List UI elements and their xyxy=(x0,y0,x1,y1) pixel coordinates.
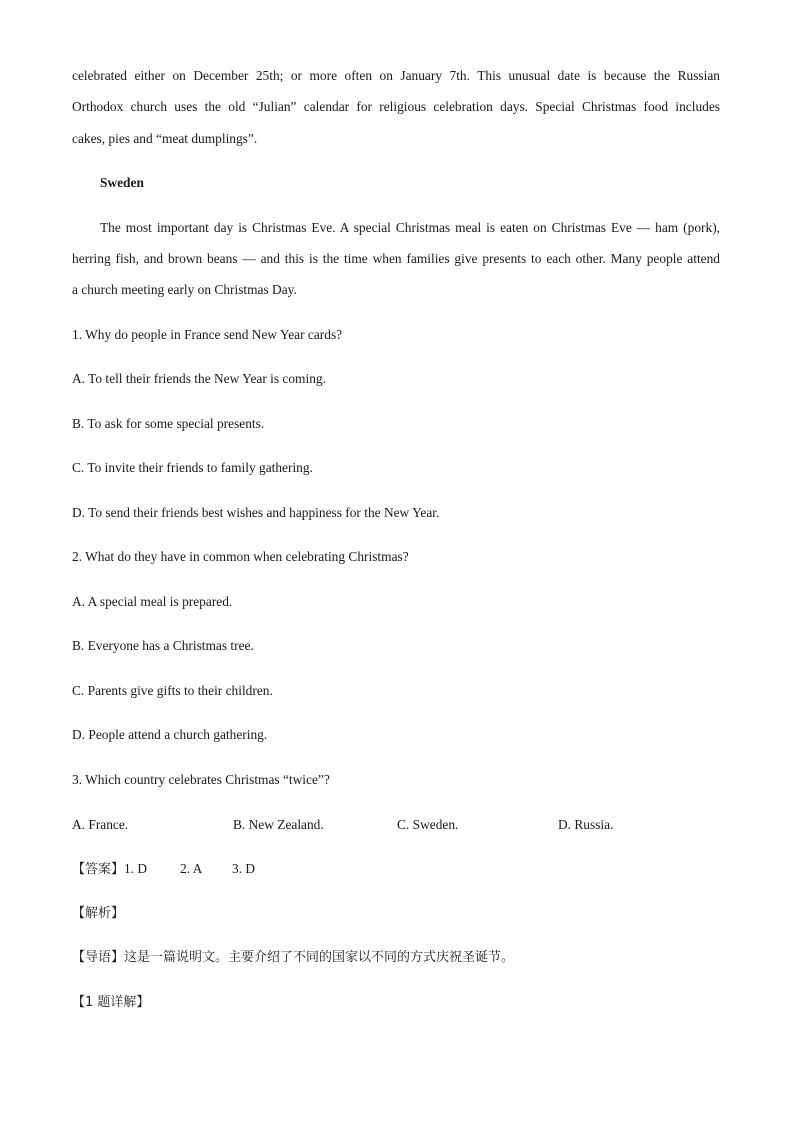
analysis-label: 【解析】 xyxy=(72,906,125,921)
question-1-option-d: D. To send their friends best wishes and happiness for the New Year. xyxy=(72,505,440,520)
question-3-option-c: C. Sweden. xyxy=(397,817,459,832)
answer-label: 【答案】 xyxy=(72,862,125,877)
answer-row xyxy=(72,861,146,878)
section-heading-sweden: Sweden xyxy=(100,175,144,190)
question-stem-1: 1. Why do people in France send New Year cards? xyxy=(72,327,343,342)
question-2-option-b: B. Everyone has a Christmas tree. xyxy=(72,638,254,653)
question-stem-2: 2. What do they have in common when celebrating Christmas? xyxy=(72,549,409,564)
guide-text: 这是一篇说明文。主要介绍了不同的国家以不同的方式庆祝圣诞节。 xyxy=(124,950,515,965)
passage-line: The most important day is Christmas Eve. A special Christmas meal is eaten on Christmas Eve — ham (pork), xyxy=(100,220,720,235)
guide-label: 【导语】 xyxy=(72,950,125,965)
passage-line: Orthodox church uses the old “Julian” calendar for religious celebration days. Special Christmas food includes xyxy=(72,99,720,114)
answer-3: 3. D xyxy=(232,861,256,876)
question-2-option-d: D. People attend a church gathering. xyxy=(72,727,268,742)
question-3-option-b: B. New Zealand. xyxy=(233,817,324,832)
answer-2: 2. A xyxy=(180,861,203,876)
question-1-option-c: C. To invite their friends to family gathering. xyxy=(72,460,313,475)
question-stem-3: 3. Which country celebrates Christmas “twice”? xyxy=(72,772,330,787)
passage-line: celebrated either on December 25th; or more often on January 7th. This unusual date is because the Russian xyxy=(72,68,720,83)
question-1-option-a: A. To tell their friends the New Year is coming. xyxy=(72,371,326,386)
detail-1-label: 【1 题详解】 xyxy=(72,995,150,1010)
question-2-option-a: A. A special meal is prepared. xyxy=(72,594,233,609)
passage-line: a church meeting early on Christmas Day. xyxy=(72,282,297,297)
passage-line: herring fish, and brown beans — and this is the time when families give presents to each other. Many people attend xyxy=(72,251,720,266)
question-1-option-b: B. To ask for some special presents. xyxy=(72,416,265,431)
question-3-option-d: D. Russia. xyxy=(558,817,614,832)
question-2-option-c: C. Parents give gifts to their children. xyxy=(72,683,273,698)
answer-1: 1. D xyxy=(124,861,148,876)
guide-line xyxy=(72,950,514,966)
passage-line: cakes, pies and “meat dumplings”. xyxy=(72,131,258,146)
question-3-option-a: A. France. xyxy=(72,817,129,832)
